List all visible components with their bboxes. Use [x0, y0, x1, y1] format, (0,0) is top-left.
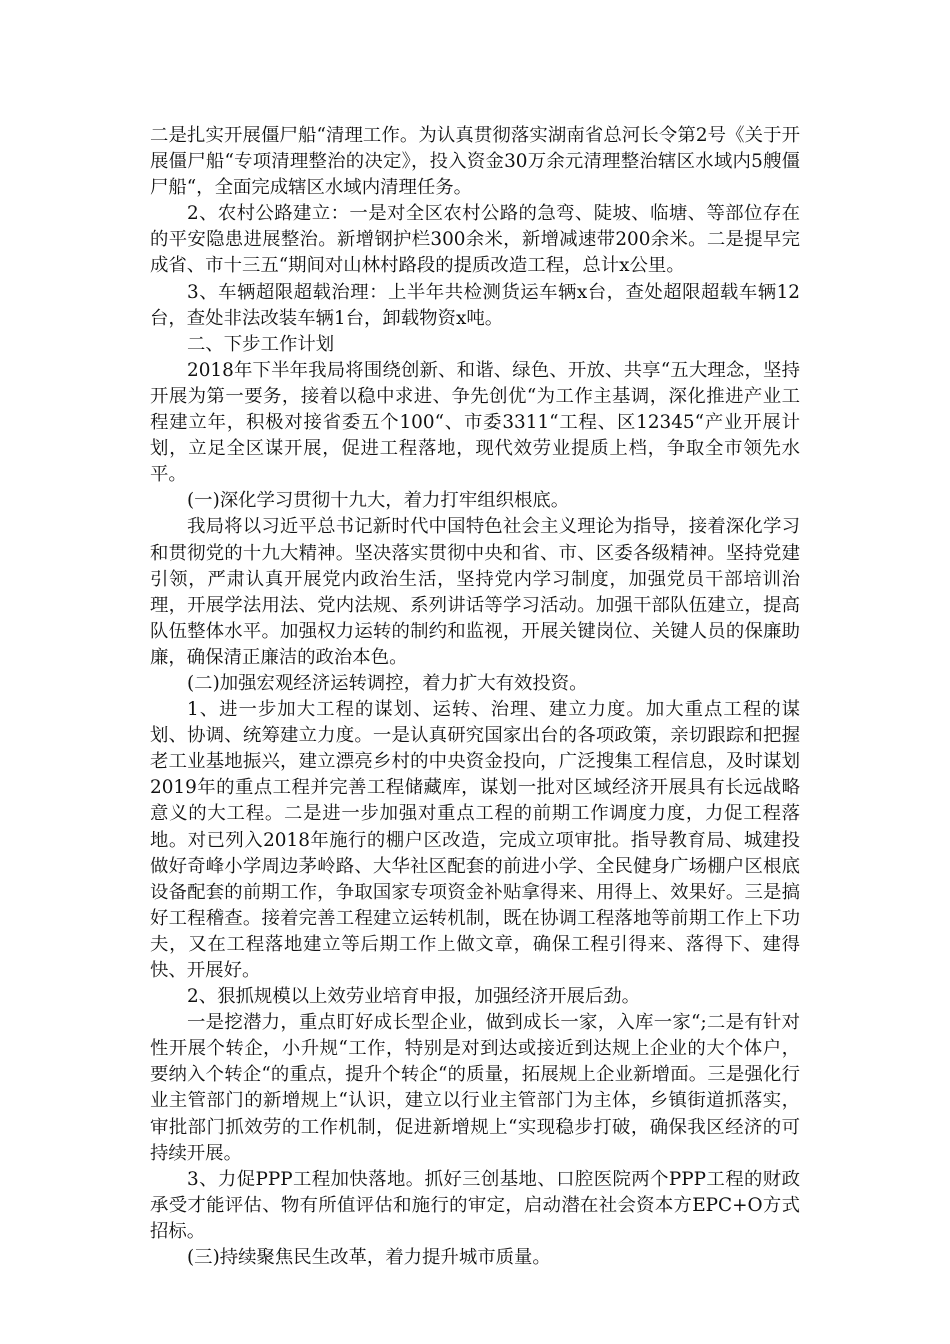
paragraph-enterprise-growth: 一是挖潜力，重点盯好成长型企业，做到成长一家，入库一家“;二是有针对性开展个转企，小升规“工作，特别是对到达或接近到达规上企业的大个体户，要纳入个转企“的重点，提升个转企“的质量，拓展规上企业新增面。三是强化行业主管部门的新增规上“认识，建立以行业主管部门为主体，乡镇街道抓落实，审批部门抓效劳的工作机制，促进新增规上“实现稳步打破，确保我区经济的可持续开展。 [150, 1012, 800, 1164]
paragraph-ship-cleanup: 二是扎实开展僵尸船“清理工作。为认真贯彻落实湖南省总河长令第2号《关于开展僵尸船“专项清理整治的决定》，投入资金30万余元清理整治辖区水域内5艘僵尸船“，全面完成辖区水域内清理任务。 [150, 125, 800, 199]
paragraph-ppp-projects: 3、力促PPP工程加快落地。抓好三创基地、口腔医院两个PPP工程的财政承受才能评估、物有所值评估和施行的审定，启动潜在社会资本方EPC+O方式招标。 [150, 1168, 800, 1242]
paragraph-project-planning: 1、进一步加大工程的谋划、运转、治理、建立力度。加大重点工程的谋划、协调、统筹建立力度。一是认真研究国家出台的各项政策，亲切跟踪和把握老工业基地振兴，建立漂亮乡村的中央资金投向，广泛搜集工程信息，及时谋划2019年的重点工程并完善工程储藏库，谋划一批对区域经济开展具有长远战略意义的大工程。二是进一步加强对重点工程的前期工作调度力度，力促工程落地。对已列入2018年施行的棚户区改造，完成立项审批。指导教育局、城建投做好奇峰小学周边茅岭路、大华社区配套的前进小学、全民健身广场棚户区根底设备配套的前期工作，争取国家专项资金补贴拿得来、用得上、效果好。三是搞好工程稽查。接着完善工程建立运转机制，既在协调工程落地等前期工作上下功夫，又在工程落地建立等后期工作上做文章，确保工程引得来、落得下、建得快、开展好。 [150, 699, 800, 981]
paragraph-service-industry: 2、狠抓规模以上效劳业培育申报，加强经济开展后劲。 [187, 986, 641, 1008]
subheading-livelihood-reform: (三)持续聚焦民生改革，着力提升城市质量。 [187, 1247, 551, 1269]
document-body [150, 123, 800, 1271]
section-heading-next-plan: 二、下步工作计划 [187, 333, 335, 355]
paragraph-second-half-plan: 2018年下半年我局将围绕创新、和谐、绿色、开放、共享“五大理念，坚持开展为第一要务，接着以稳中求进、争先创优“为工作主基调，深化推进产业工程建立年，积极对接省委五个100“、市委3311“工程、区12345“产业开展计划，立足全区谋开展，促进工程落地，现代效劳业提质上档，争取全市领先水平。 [150, 359, 800, 486]
paragraph-party-building: 我局将以习近平总书记新时代中国特色社会主义理论为指导，接着深化学习和贯彻党的十九大精神。坚决落实贯彻中央和省、市、区委各级精神。坚持党建引领，严肃认真开展党内政治生活，坚持党内学习制度，加强党员干部培训治理，开展学法用法、党内法规、系列讲话等学习活动。加强干部队伍建立，提高队伍整体水平。加强权力运转的制约和监视，开展关键岗位、关键人员的保廉助廉，确保清正廉洁的政治本色。 [150, 516, 800, 668]
subheading-macro-economy: (二)加强宏观经济运转调控，着力扩大有效投资。 [187, 672, 588, 694]
subheading-study-19th-congress: (一)深化学习贯彻十九大，着力打牢组织根底。 [187, 490, 570, 512]
paragraph-rural-roads: 2、农村公路建立：一是对全区农村公路的急弯、陡坡、临塘、等部位存在的平安隐患进展整治。新增钢护栏300余米，新增减速带200余米。二是提早完成省、市十三五“期间对山林村路段的提质改造工程，总计x公里。 [150, 203, 800, 277]
paragraph-overload-control: 3、车辆超限超载治理：上半年共检测货运车辆x台，查处超限超载车辆12台，查处非法改装车辆1台，卸载物资x吨。 [150, 281, 800, 329]
